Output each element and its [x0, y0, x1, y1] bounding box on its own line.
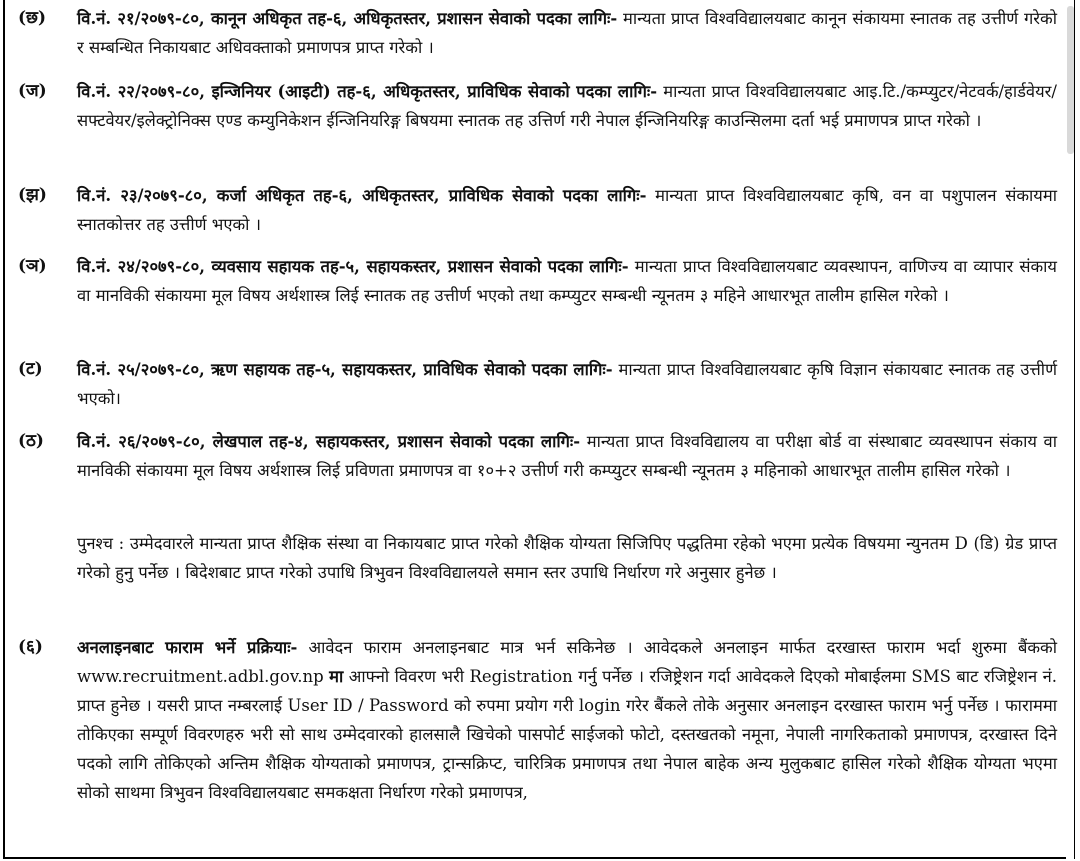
item-marker: (ट): [18, 359, 43, 379]
item-body: मान्यता प्राप्त विश्वविद्यालयबाट कृषि, वन वा पशुपालन संकायमा स्नातकोत्तर तह उत्तीर्ण भएको ।: [77, 186, 1058, 234]
section-heading: अनलाइनबाट फाराम भर्ने प्रक्रियाः-: [77, 638, 298, 657]
item-heading: वि.नं. २१/२०७९-८०, कानून अधिकृत तह-६, अधिकृतस्तर, प्रशासन सेवाको पदका लागिः-: [77, 9, 618, 28]
item-heading: वि.नं. २६/२०७९-८०, लेखपाल तह-४, सहायकस्तर, प्रशासन सेवाको पदका लागिः-: [77, 432, 581, 451]
section-body-part1: आवेदन फाराम अनलाइनबाट मात्र भर्न सकिनेछ । आवेदकले अनलाइन मार्फत दरखास्त फाराम भर्दा शुरुमा बैंकको www.recruitment.adbl.gov.np: [77, 638, 1057, 686]
section-body-bold: मा: [329, 667, 344, 686]
item-marker: (ञ): [18, 256, 47, 276]
item-marker: (झ): [18, 185, 47, 205]
item-paragraph: [77, 252, 1057, 310]
postscript-note: पुनश्च : उम्मेदवारले मान्यता प्राप्त शैक्षिक संस्था वा निकायबाट प्राप्त गरेको शैक्षिक योग्यता सिजिपिए पद्धतिमा रहेको भएमा प्रत्येक विषयमा न्युनतम D (डि) ग्रेड प्राप्त गरेको हुनु पर्नेछ । बिदेशबाट प्राप्त गरेको उपाधि त्रिभुवन विश्वविद्यालयले समान स्तर उपाधि निर्धारण गरे अनुसार हुनेछ ।: [77, 534, 1057, 582]
section-paragraph: [77, 633, 1057, 807]
scrollbar-thumb[interactable]: [1067, 6, 1074, 154]
item-body: मान्यता प्राप्त विश्वविद्यालय वा परीक्षा बोर्ड वा संस्थाबाट व्यवस्थापन संकाय वा मानविकी संकायमा मूल विषय अर्थशास्त्र लिई प्रविणता प्रमाणपत्र वा १०+२ उत्तीर्ण गरी कम्प्युटर सम्बन्धी न्यूनतम ३ महिनाको आधारभूत तालीम हासिल गरेको ।: [77, 432, 1058, 480]
item-marker: (ठ): [18, 431, 44, 451]
item-paragraph: [77, 77, 1057, 135]
vertical-scrollbar[interactable]: [1060, 0, 1074, 859]
item-marker: (ज): [18, 81, 47, 101]
item-heading: वि.नं. २४/२०७९-८०, व्यवसाय सहायक तह-५, सहायकस्तर, प्रशासन सेवाको पदका लागिः-: [77, 257, 629, 276]
item-marker: (छ): [18, 8, 47, 28]
section-marker: (६): [18, 637, 43, 657]
item-body: मान्यता प्राप्त विश्वविद्यालयबाट आइ.टि./कम्प्युटर/नेटवर्क/हार्डवेयर/सफ्टवेयर/इलेक्ट्रोनिक्स एण्ड कम्युनिकेशन ईन्जिनियरिङ्ग बिषयमा स्नातक तह उत्तिर्ण गरी नेपाल ईन्जिनियरिङ्ग काउन्सिलमा दर्ता भई प्रमाणपत्र प्राप्त गरेको ।: [77, 82, 1057, 130]
item-paragraph: [77, 427, 1057, 485]
item-paragraph: [77, 4, 1057, 62]
item-heading: वि.नं. २५/२०७९-८०, ऋण सहायक तह-५, सहायकस्तर, प्राविधिक सेवाको पदका लागिः-: [77, 360, 613, 379]
item-body: मान्यता प्राप्त विश्वविद्यालयबाट कृषि विज्ञान संकायबाट स्नातक तह उत्तीर्ण भएको।: [77, 360, 1058, 408]
item-paragraph: [77, 181, 1057, 239]
item-heading: वि.नं. २३/२०७९-८०, कर्जा अधिकृत तह-६, अधिकृतस्तर, प्राविधिक सेवाको पदका लागिः-: [77, 186, 647, 205]
item-body: मान्यता प्राप्त विश्वविद्यालयबाट व्यवस्थापन, वाणिज्य वा व्यापार संकाय वा मानविकी संकायमा मूल विषय अर्थशास्त्र लिई स्नातक तह उत्तीर्ण भएको तथा कम्प्युटर सम्बन्धी न्यूनतम ३ महिने आधारभूत तालीम हासिल गरेको ।: [77, 257, 1057, 305]
item-body: मान्यता प्राप्त विश्वविद्यालयबाट कानून संकायमा स्नातक तह उत्तीर्ण गरेको र सम्बन्धित निकायबाट अधिवक्ताको प्रमाणपत्र प्राप्त गरेको ।: [77, 9, 1058, 57]
section-body-part2: आफ्नो विवरण भरी Registration गर्नु पर्नेछ । रजिष्ट्रेशन गर्दा आवेदकले दिएको मोबाईलमा SMS बाट रजिष्ट्रेशन नं. प्राप्त हुनेछ । यसरी प्राप्त नम्बरलाई User ID / Password को रुपमा प्रयोग गरी login गरेर बैंकले तोके अनुसार अनलाइन दरखास्त फाराम भर्नु पर्नेछ । फाराममा तोकिएका सम्पूर्ण विवरणहरु भरी सो साथ उम्मेदवारको हालसालै खिचेको पासपोर्ट साईजको फोटो, दस्तखतको नमूना, नेपाली नागरिकताको प्रमाणपत्र, दरखास्त दिने पदको लागि तोकिएको अन्तिम शैक्षिक योग्यताको प्रमाणपत्र, ट्रान्सक्रिप्ट, चारित्रिक प्रमाणपत्र तथा नेपाल बाहेक अन्य मुलुकबाट हासिल गरेको शैक्षिक योग्यता भएमा सोको साथमा त्रिभुवन विश्वविद्यालयबाट समकक्षता निर्धारण गरेको प्रमाणपत्र,: [77, 667, 1057, 802]
item-heading: वि.नं. २२/२०७९-८०, इन्जिनियर (आइटी) तह-६, अधिकृतस्तर, प्राविधिक सेवाको पदका लागिः-: [77, 82, 658, 101]
item-paragraph: [77, 355, 1057, 413]
